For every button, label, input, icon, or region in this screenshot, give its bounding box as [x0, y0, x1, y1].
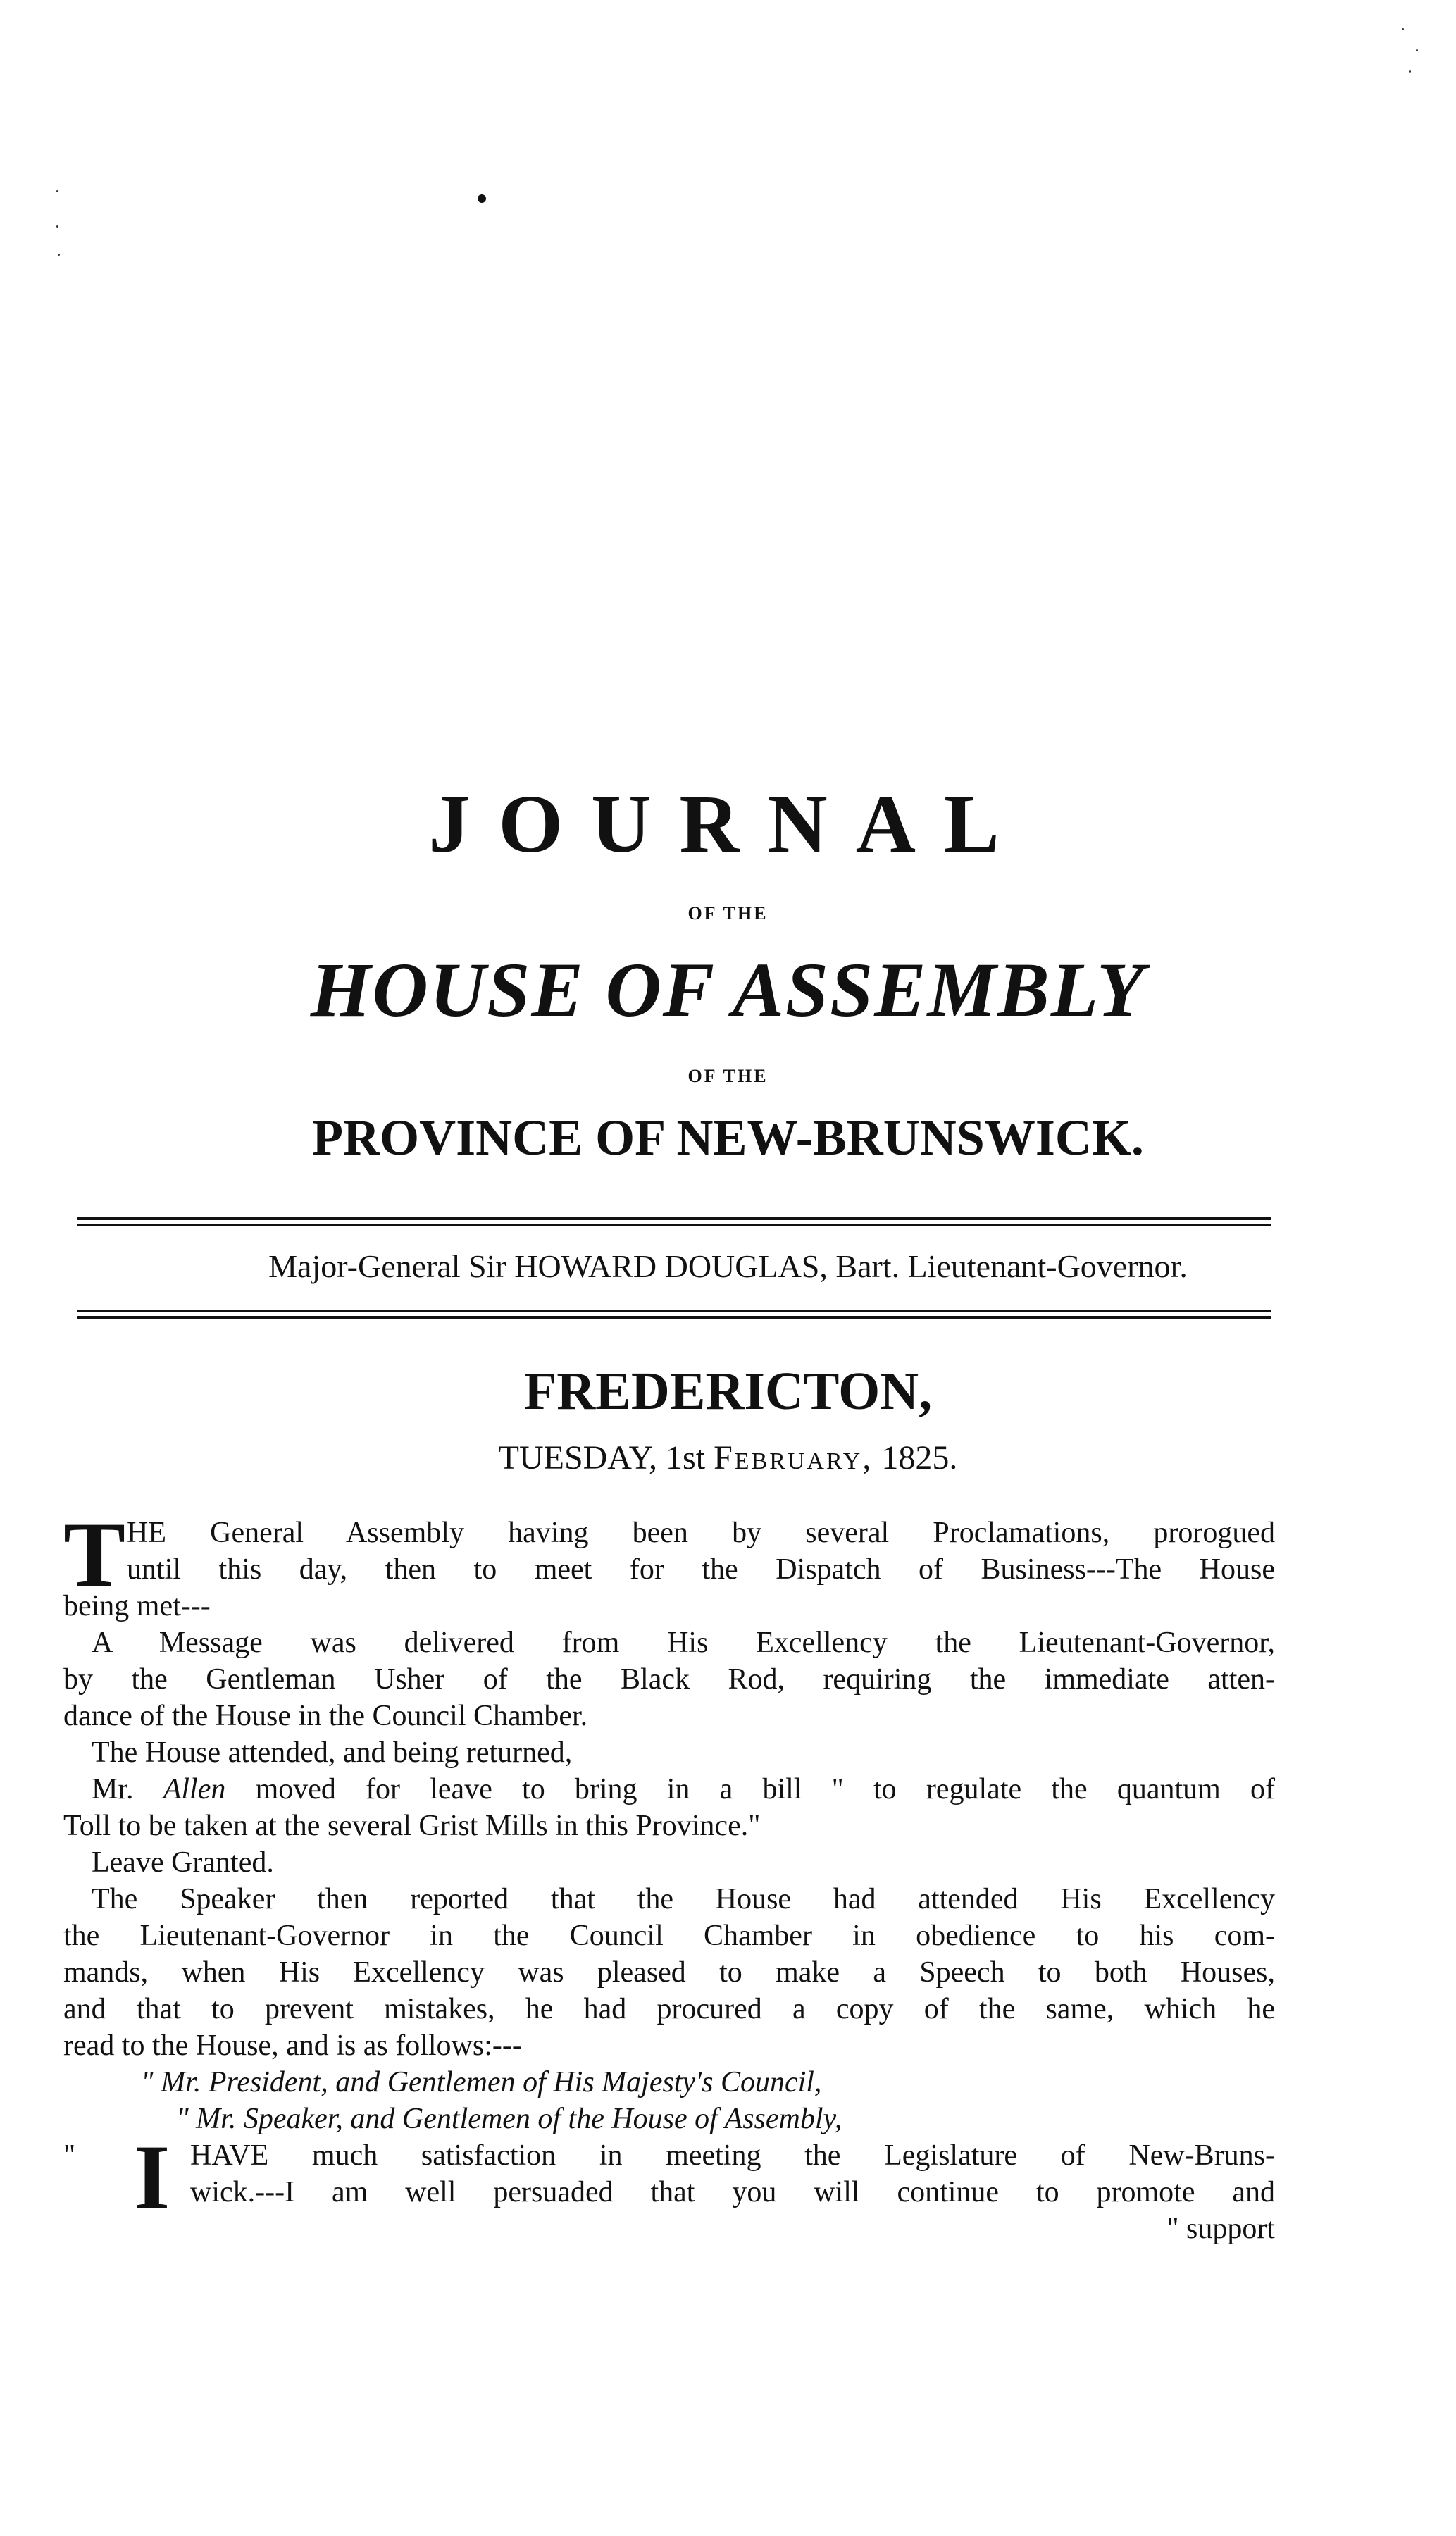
- member-name: Allen: [163, 1773, 226, 1805]
- body-line: read to the House, and is as follows:---: [63, 2030, 522, 2062]
- date-line: [0, 1437, 1456, 1479]
- quote-mark: ": [63, 2139, 76, 2172]
- house-title: HOUSE OF ASSEMBLY: [310, 947, 1146, 1033]
- date-weekday: TUESDAY,: [498, 1439, 658, 1477]
- body-line: mands, when His Excellency was pleased to make a Speech to both Houses,: [63, 1956, 1275, 1989]
- date-day: 1st: [666, 1439, 706, 1477]
- governor-line: Major-General Sir HOWARD DOUGLAS, Bart. Lieutenant-Governor.: [268, 1248, 1188, 1284]
- province-title: PROVINCE OF NEW-BRUNSWICK.: [312, 1110, 1144, 1166]
- of-the-label: OF THE: [687, 903, 769, 924]
- ink-speck: [1416, 49, 1418, 51]
- salutation-line: " Mr. President, and Gentlemen of His Majesty's Council,: [141, 2066, 822, 2099]
- body-line: Toll to be taken at the several Grist Mills in this Province.": [63, 1810, 761, 1842]
- ink-speck: [56, 190, 58, 192]
- date-year: 1825.: [881, 1439, 958, 1477]
- drop-cap: I: [134, 2125, 170, 2229]
- body-line: A Message was delivered from His Excellency the Lieutenant-Governor,: [92, 1627, 1275, 1659]
- catchword: " support: [1166, 2213, 1275, 2245]
- journal-title: JOURNAL: [428, 778, 1028, 870]
- place-heading: FREDERICTON,: [523, 1362, 933, 1421]
- double-rule-bottom: [77, 1316, 1271, 1319]
- date-month: February,: [714, 1439, 873, 1477]
- double-rule-top: [77, 1217, 1271, 1220]
- body-line: The Speaker then reported that the House had attended His Excellency: [92, 1883, 1275, 1915]
- body-line: the Lieutenant-Governor in the Council Chamber in obedience to his com-: [63, 1920, 1275, 1952]
- ink-speck: [58, 254, 60, 256]
- body-line: The House attended, and being returned,: [92, 1736, 573, 1769]
- double-rule-top-thin: [77, 1224, 1271, 1226]
- body-line: and that to prevent mistakes, he had procured a copy of the same, which he: [63, 1993, 1275, 2025]
- ink-speck: [1402, 28, 1404, 30]
- body-line: dance of the House in the Council Chamber.: [63, 1700, 588, 1732]
- of-the-label: OF THE: [687, 1066, 769, 1086]
- ink-speck: [56, 225, 58, 228]
- body-line: by the Gentleman Usher of the Black Rod, requiring the immediate atten-: [63, 1663, 1275, 1696]
- body-line: being met---: [63, 1590, 211, 1622]
- speech-line: HAVE much satisfaction in meeting the Legislature of New-Bruns-: [190, 2139, 1275, 2172]
- body-line: until this day, then to meet for the Dispatch of Business---The House: [127, 1553, 1275, 1586]
- drop-cap: T: [63, 1503, 126, 1606]
- ink-dot: [478, 194, 486, 203]
- body-line: [92, 1771, 1275, 1808]
- body-line: HE General Assembly having been by several Proclamations, prorogued: [127, 1517, 1275, 1549]
- speech-line: wick.---I am well persuaded that you will continue to promote and: [190, 2176, 1275, 2208]
- body-line: Leave Granted.: [92, 1846, 274, 1879]
- ink-speck: [1409, 70, 1411, 73]
- salutation-line: " Mr. Speaker, and Gentlemen of the House of Assembly,: [176, 2103, 842, 2135]
- double-rule-bottom-thin: [77, 1310, 1271, 1312]
- mr-prefix: Mr.: [92, 1773, 134, 1805]
- body-line-rest: moved for leave to bring in a bill " to regulate the quantum of: [255, 1773, 1276, 1805]
